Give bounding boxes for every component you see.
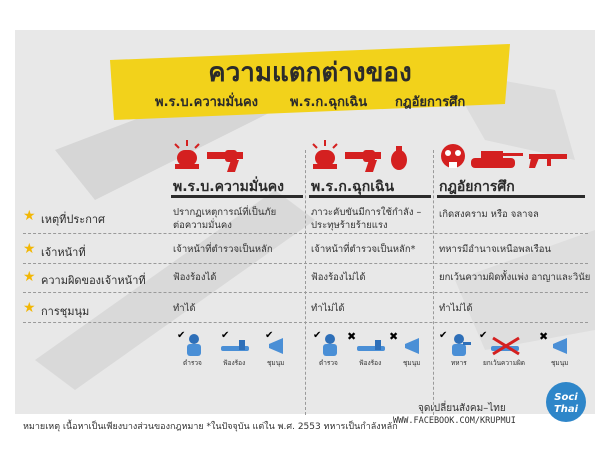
icon-label: ฟ้องร้อง [359, 359, 382, 367]
icon-group-security-act [177, 330, 297, 370]
gas-mask-icon [441, 144, 465, 168]
column-divider [433, 150, 434, 415]
column1-icons [173, 138, 263, 172]
check-icon: ✔ [265, 330, 274, 341]
exemption-icon [489, 336, 523, 356]
subtitle-security-act: พ.ร.บ.ความมั่นคง [155, 95, 258, 110]
rifle-icon [529, 154, 567, 168]
footnote: หมายเหตุ เนื้อหาเป็นเพียงบางส่วนของกฎหมาย *ในปัจจุบัน แต่ใน พ.ศ. 2553 ทหารเป็นกำลังหลัก [23, 422, 398, 432]
cross-icon: ✖ [539, 330, 549, 343]
tank-icon [471, 151, 523, 168]
icon-label: ทหาร [451, 359, 467, 367]
check-icon: ✔ [221, 330, 230, 341]
icon-label: ชุมนุม [551, 359, 569, 367]
cell-liability-security-act: ฟ้องร้องได้ [173, 272, 217, 283]
subtitle-emergency-decree: พ.ร.ก.ฉุกเฉิน [290, 95, 368, 110]
star-icon: ★ [23, 241, 36, 257]
star-icon: ★ [23, 300, 36, 316]
row-divider [23, 292, 588, 293]
row-label-assembly: การชุมนุม [41, 305, 90, 318]
credit-url: WWW.FACEBOOK.COM/KRUPMUI [393, 416, 516, 426]
check-icon: ✔ [439, 330, 448, 341]
siren-icon [175, 140, 199, 169]
megaphone-icon [405, 338, 425, 356]
cell-officials-security-act: เจ้าหน้าที่ตำรวจเป็นหลัก [173, 244, 273, 255]
siren-icon [313, 140, 337, 169]
column3-icons [439, 138, 569, 172]
megaphone-icon [553, 338, 573, 356]
row-divider [23, 322, 588, 323]
check-icon: ✔ [313, 330, 322, 341]
icon-group-martial-law [439, 330, 589, 370]
cell-liability-martial-law: ยกเว้นความผิดทั้งแพ่ง อาญาและวินัย [439, 272, 591, 283]
revolver-icon [207, 150, 243, 172]
soldier-icon [449, 334, 471, 356]
row-label-officials: เจ้าหน้าที่ [41, 246, 86, 259]
cell-assembly-martial-law: ทำไม่ได้ [439, 303, 473, 314]
column-divider [305, 150, 306, 415]
cell-officials-martial-law: ทหารมีอำนาจเหนือพลเรือน [439, 244, 552, 255]
row-label-cause: เหตุที่ประกาศ [41, 213, 106, 226]
cell-assembly-security-act: ทำได้ [173, 303, 196, 314]
star-icon: ★ [23, 208, 36, 224]
cross-icon: ✖ [347, 330, 357, 343]
police-icon [321, 334, 339, 356]
star-icon: ★ [23, 269, 36, 285]
cell-liability-emergency-decree: ฟ้องร้องไม่ได้ [311, 272, 366, 283]
row-divider [23, 233, 588, 234]
grenade-icon [391, 146, 407, 170]
revolver-icon [345, 150, 381, 172]
column-underline [309, 195, 431, 198]
column-header-martial-law: กฎอัยการศึก [439, 179, 515, 195]
cell-cause-security-act: ปรากฏเหตุการณ์ที่เป็นภัย ต่อความมั่นคง [173, 207, 277, 231]
cell-assembly-emergency-decree: ทำไม่ได้ [311, 303, 345, 314]
credit-name: จุดเปลี่ยนสังคม–ไทย [418, 403, 506, 414]
socithai-logo: Soci Thai [546, 382, 586, 422]
icon-label: ตำรวจ [319, 359, 338, 367]
page-title: ความแตกต่างของ [208, 58, 412, 88]
icon-label: ชุมนุม [267, 359, 285, 367]
subtitle-martial-law: กฎอัยการศึก [395, 95, 466, 110]
cell-officials-emergency-decree: เจ้าหน้าที่ตำรวจเป็นหลัก* [311, 244, 416, 255]
police-icon [185, 334, 203, 356]
megaphone-icon [269, 338, 289, 356]
column2-icons [311, 138, 421, 172]
column-underline [171, 195, 303, 198]
cell-cause-emergency-decree: ภาวะคับขันมีการใช้กำลัง – ประทุษร้ายร้ายแรง [311, 207, 422, 231]
infographic-card [15, 30, 595, 432]
icon-label: ชุมนุม [403, 359, 421, 367]
column-header-security-act: พ.ร.บ.ความมั่นคง [173, 179, 284, 195]
row-label-official-liability: ความผิดของเจ้าหน้าที่ [41, 274, 146, 287]
icon-label: ตำรวจ [183, 359, 202, 367]
check-icon: ✔ [177, 330, 186, 341]
column-underline [437, 195, 585, 198]
check-icon: ✔ [479, 330, 488, 341]
gavel-icon [221, 340, 251, 354]
cross-icon: ✖ [389, 330, 399, 343]
gavel-icon [357, 340, 387, 354]
column-header-emergency-decree: พ.ร.ก.ฉุกเฉิน [311, 179, 395, 195]
icon-label: ยกเว้นความผิด [483, 359, 526, 367]
row-divider [23, 263, 588, 264]
icon-label: ฟ้องร้อง [223, 359, 246, 367]
cell-cause-martial-law: เกิดสงคราม หรือ จลาจล [439, 209, 539, 220]
icon-group-emergency-decree [313, 330, 433, 370]
